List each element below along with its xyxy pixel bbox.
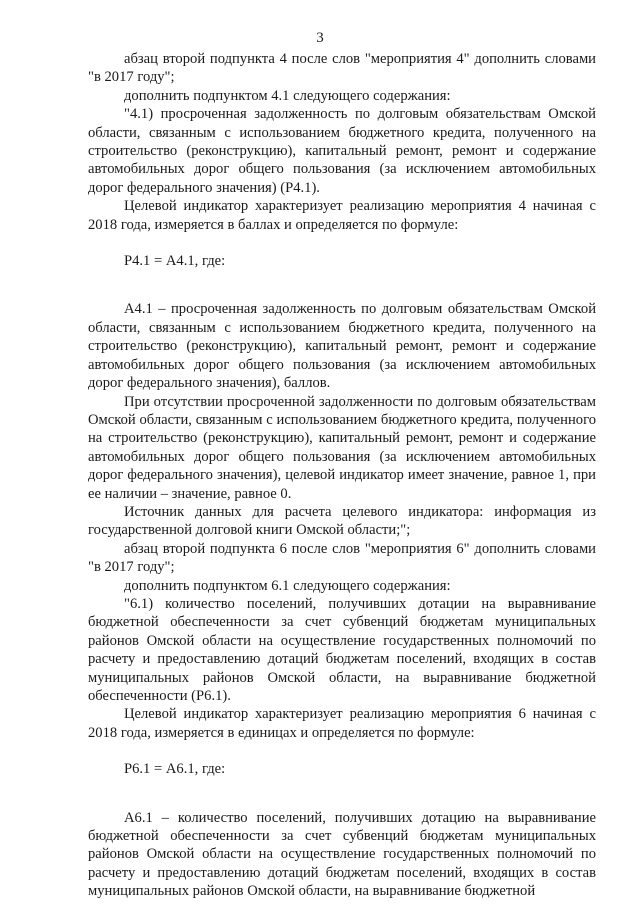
paragraph: Целевой индикатор характеризует реализацию мероприятия 4 начиная с 2018 года, измеряется в баллах и определяется по формуле: (88, 198, 596, 233)
paragraph: "4.1) просроченная задолженность по долговым обязательствам Омской области, связанным с использованием бюджетного кредита, полученного на строительство (реконструкцию), капитальный ремонт, ремонт и содержание автомобильных дорог общего пользования (за исключением автомобильных дорог федерального значения) (Р4.1). (88, 106, 596, 196)
paragraph: Целевой индикатор характеризует реализацию мероприятия 6 начиная с 2018 года, измеряется в единицах и определяется по формуле: (88, 706, 596, 741)
paragraph: Источник данных для расчета целевого индикатора: информация из государственной долговой книги Омской области;"; (88, 503, 596, 539)
page-number: 3 (316, 30, 324, 46)
paragraph: абзац второй подпункта 6 после слов "мероприятия 6" дополнить словами "в 2017 году"; (88, 540, 596, 576)
formula: Р6.1 = А6.1, где: (124, 761, 226, 778)
paragraph: А4.1 – просроченная задолженность по долговым обязательствам Омской области, связанным с использованием бюджетного кредита, полученного на строительство (реконструкцию), капитальный ремонт, ремонт и содержание автомобильных дорог общего пользования (за исключением автомобильных дорог федерального значения), баллов. (88, 301, 596, 392)
paragraph: "6.1) количество поселений, получивших дотации на выравнивание бюджетной обеспеченности за счет субвенций бюджетам муниципальных районов Омской области на осуществление государственных полномочий по расчету и предоставлению дотаций бюджетам поселений, входящих в состав муниципальных районов Омской области, на выравнивание бюджетной обеспеченности (Р6.1). (88, 595, 596, 704)
document-body (88, 50, 596, 901)
paragraph: дополнить подпунктом 6.1 следующего содержания: (124, 577, 451, 594)
paragraph: При отсутствии просроченной задолженности по долговым обязательствам Омской области, связанным с использованием бюджетного кредита, полученного на строительство (реконструкцию), капитальный ремонт, ремонт и содержание автомобильных дорог общего пользования (за исключением автомобильных дорог федерального значения), целевой индикатор имеет значение, равное 1, при ее наличии – значение, равное 0. (88, 393, 596, 502)
paragraph: абзац второй подпункта 4 после слов "мероприятия 4" дополнить словами "в 2017 году"; (88, 51, 596, 86)
formula: Р4.1 = А4.1, где: (124, 253, 226, 270)
paragraph: А6.1 – количество поселений, получивших дотацию на выравнивание бюджетной обеспеченности за счет субвенций бюджетам муниципальных районов Омской области на осуществление государственных полномочий по расчету и предоставлению дотаций бюджетам поселений, входящих в состав муниципальных районов Омской области, на выравнивание бюджетной (88, 809, 596, 900)
paragraph: дополнить подпунктом 4.1 следующего содержания: (124, 87, 451, 104)
